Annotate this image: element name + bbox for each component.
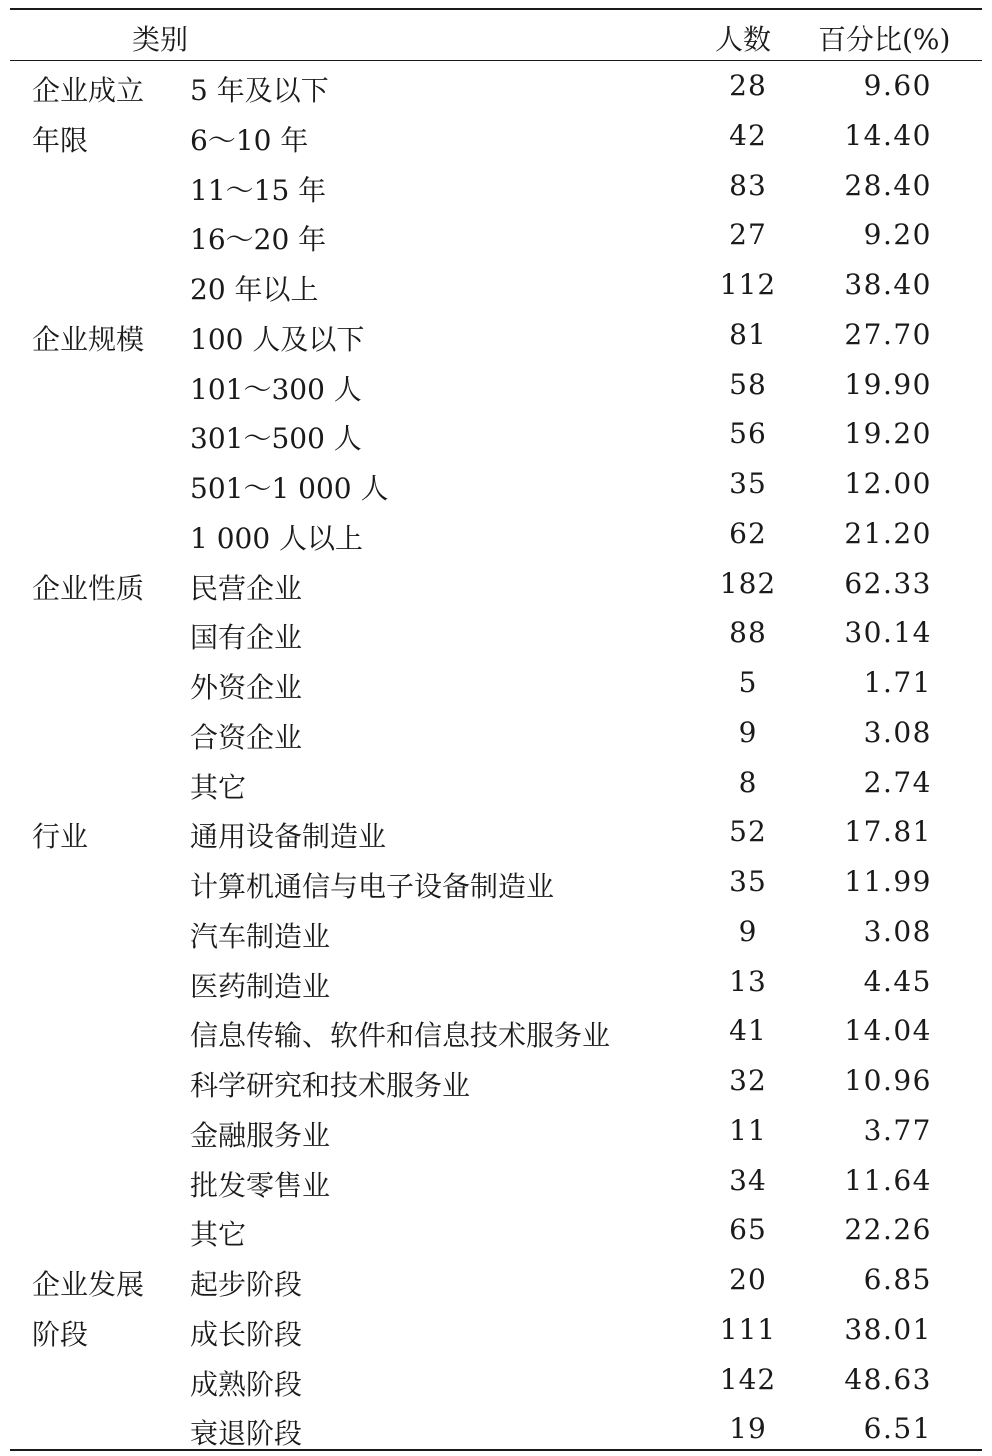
table-row	[10, 260, 982, 310]
table-row	[10, 658, 982, 708]
row-subcategory: 衰退阶段	[190, 1417, 303, 1451]
row-percent: 21.20	[844, 516, 932, 550]
row-count: 35	[729, 865, 767, 898]
row-count: 11	[729, 1113, 767, 1147]
row-subcategory: 其它	[190, 1218, 247, 1252]
row-subcategory: 6～10 年	[190, 123, 309, 157]
row-count: 28	[729, 69, 767, 102]
row-percent: 38.01	[844, 1312, 932, 1346]
row-subcategory: 医药制造业	[190, 969, 331, 1003]
row-subcategory: 301～500 人	[190, 422, 362, 456]
table-row	[10, 857, 982, 907]
table-row	[10, 409, 982, 459]
row-subcategory: 20 年以上	[190, 273, 319, 306]
table-row	[10, 907, 982, 957]
header-percent: 百分比(%)	[818, 23, 951, 56]
row-subcategory: 金融服务业	[190, 1118, 331, 1152]
row-subcategory: 成熟阶段	[190, 1367, 303, 1401]
table-row	[10, 111, 982, 161]
row-count: 9	[738, 715, 758, 749]
table-row	[10, 1305, 982, 1355]
row-count: 8	[738, 765, 758, 799]
row-percent: 6.85	[863, 1263, 932, 1296]
row-group-label: 年限	[32, 123, 89, 157]
row-percent: 11.99	[844, 865, 932, 898]
row-percent: 62.33	[844, 566, 932, 600]
row-subcategory: 通用设备制造业	[190, 820, 387, 854]
table-row	[10, 1205, 982, 1255]
row-percent: 3.08	[863, 914, 932, 948]
row-group-label: 企业性质	[32, 571, 145, 605]
row-count: 88	[729, 616, 767, 650]
row-count: 182	[719, 566, 777, 600]
row-count: 112	[719, 268, 777, 301]
table-row	[10, 1404, 982, 1454]
table-row	[10, 210, 982, 260]
row-count: 58	[729, 367, 767, 401]
row-count: 20	[729, 1263, 767, 1296]
row-subcategory: 11～15 年	[190, 173, 327, 207]
table-row	[10, 559, 982, 609]
row-count: 83	[729, 168, 767, 202]
row-percent: 4.45	[863, 964, 932, 998]
table-row	[10, 708, 982, 758]
row-subcategory: 5 年及以下	[190, 74, 329, 107]
table-row	[10, 161, 982, 211]
table-row	[10, 310, 982, 360]
table-row	[10, 957, 982, 1007]
table-header	[10, 10, 982, 60]
table-row	[10, 1156, 982, 1206]
row-count: 32	[729, 1064, 767, 1097]
row-count: 5	[738, 666, 758, 699]
row-count: 65	[729, 1213, 767, 1247]
row-subcategory: 101～300 人	[190, 372, 362, 406]
table-row	[10, 807, 982, 857]
row-percent: 14.40	[844, 118, 932, 152]
row-count: 41	[729, 1014, 767, 1048]
table-body	[10, 61, 982, 1449]
row-count: 111	[719, 1312, 777, 1346]
row-group-label: 企业规模	[32, 322, 145, 356]
row-percent: 1.71	[863, 666, 932, 699]
row-count: 42	[729, 118, 767, 152]
table-row	[10, 1056, 982, 1106]
row-count: 35	[729, 467, 767, 500]
row-percent: 12.00	[844, 467, 932, 500]
row-subcategory: 成长阶段	[190, 1317, 303, 1351]
table-row	[10, 758, 982, 808]
header-category: 类别	[132, 23, 189, 56]
row-subcategory: 批发零售业	[190, 1168, 331, 1202]
row-count: 62	[729, 516, 767, 550]
row-percent: 19.20	[844, 417, 932, 451]
table-row	[10, 1255, 982, 1305]
row-subcategory: 501～1 000 人	[190, 472, 389, 505]
row-percent: 38.40	[844, 268, 932, 301]
row-count: 13	[729, 964, 767, 998]
row-count: 34	[729, 1163, 767, 1197]
table-row	[10, 61, 982, 111]
row-count: 56	[729, 417, 767, 451]
row-percent: 19.90	[844, 367, 932, 401]
row-percent: 2.74	[863, 765, 932, 799]
row-percent: 28.40	[844, 168, 932, 202]
row-subcategory: 起步阶段	[190, 1268, 303, 1301]
table-row	[10, 1006, 982, 1056]
row-subcategory: 16～20 年	[190, 223, 327, 257]
row-percent: 17.81	[844, 815, 932, 849]
row-subcategory: 信息传输、软件和信息技术服务业	[190, 1019, 611, 1053]
row-percent: 9.60	[863, 69, 932, 102]
row-count: 81	[729, 317, 767, 351]
row-percent: 30.14	[844, 616, 932, 650]
row-subcategory: 民营企业	[190, 571, 303, 605]
row-count: 27	[729, 218, 767, 252]
table-row	[10, 1106, 982, 1156]
statistics-table	[10, 8, 982, 1451]
row-count: 52	[729, 815, 767, 849]
row-group-label: 阶段	[32, 1317, 89, 1351]
row-subcategory: 科学研究和技术服务业	[190, 1069, 471, 1102]
row-percent: 27.70	[844, 317, 932, 351]
row-percent: 3.08	[863, 715, 932, 749]
row-percent: 14.04	[844, 1014, 932, 1048]
row-subcategory: 其它	[190, 770, 247, 804]
row-percent: 22.26	[844, 1213, 932, 1247]
row-percent: 9.20	[863, 218, 932, 252]
table-row	[10, 1355, 982, 1405]
table-row	[10, 509, 982, 559]
row-group-label: 企业成立	[32, 74, 145, 107]
table-row	[10, 459, 982, 509]
row-percent: 6.51	[863, 1412, 932, 1446]
row-percent: 11.64	[844, 1163, 932, 1197]
row-subcategory: 外资企业	[190, 671, 303, 704]
row-count: 142	[719, 1362, 777, 1396]
row-subcategory: 计算机通信与电子设备制造业	[190, 870, 555, 903]
header-count: 人数	[715, 23, 772, 56]
row-count: 19	[729, 1412, 767, 1446]
row-percent: 10.96	[844, 1064, 932, 1097]
row-subcategory: 汽车制造业	[190, 919, 331, 953]
row-subcategory: 1 000 人以上	[190, 521, 364, 555]
row-subcategory: 合资企业	[190, 720, 303, 754]
row-group-label: 行业	[32, 820, 89, 854]
row-count: 9	[738, 914, 758, 948]
row-percent: 3.77	[863, 1113, 932, 1147]
row-subcategory: 100 人及以下	[190, 322, 365, 356]
row-subcategory: 国有企业	[190, 621, 303, 655]
row-group-label: 企业发展	[32, 1268, 145, 1301]
table-row	[10, 608, 982, 658]
row-percent: 48.63	[844, 1362, 932, 1396]
table-row	[10, 360, 982, 410]
